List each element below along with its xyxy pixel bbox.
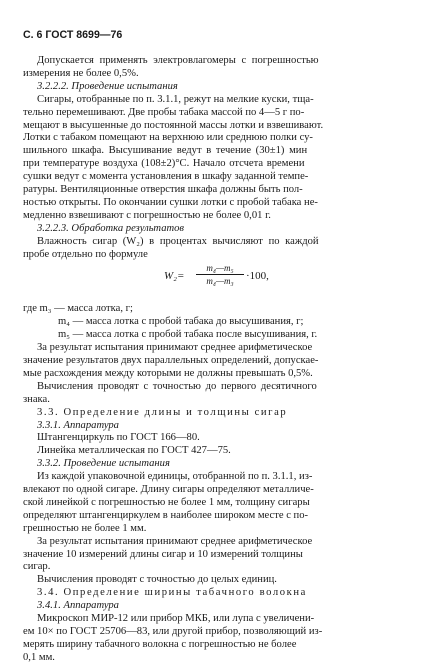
text-line: 0,1 мм. [23,651,55,663]
text-line: медленно взвешивают с погрешностью не более 0,01 г. [23,209,271,221]
formula-denominator: m₄—m₃ [206,276,234,287]
text-line: ской линейкой с погрешностью не более 1 мм, толщину сигары [23,496,310,508]
text-line: значение результатов двух параллельных определений, допускае- [23,355,319,366]
text-line: пробе отдельно по формуле [23,248,148,260]
text-line: где m₃ — масса лотка, г; [23,303,133,315]
text-line: при температуре воздуха (108±2)°С. Начало отсчета времени [23,158,305,170]
formula-lhs: W₂= [164,270,185,283]
formula-tail: ·100, [246,270,269,283]
text-line: ратуры. Вентиляционные отверстия шкафа должны быть пол- [23,184,303,195]
text-line: За результат испытания принимают среднее арифметическое [37,535,313,547]
text-line: За результат испытания принимают среднее арифметическое [37,342,313,354]
section-heading: 3.3.2. Проведение испытания [37,458,170,470]
text-line: Вычисления проводят с точностью до целых единиц. [37,574,277,586]
text-line: мерять ширину табачного волокна с погрешностью не более [23,638,297,650]
text-line: Вычисления проводят с точностью до первого десятичного [37,380,317,392]
text-line: Штангенциркуль по ГОСТ 166—80. [37,432,200,444]
section-heading: 3.2.2.3. Обработка результатов [37,222,185,234]
text-line: m₄ — масса лотка с пробой табака до высушивания, г; [58,316,304,328]
text-line: определяют штангенциркулем в наиболее широком месте с по- [23,509,309,521]
text-line: ностью открыты. По окончании сушки лотки с пробой табака не- [23,196,318,208]
moisture-formula [0,262,425,294]
text-line: Влажность сигар (W₂) в процентах вычисляют по каждой [37,235,319,247]
text-line: Линейка металлическая по ГОСТ 427—75. [37,445,231,457]
text-line: знака. [23,393,50,405]
text-line: значение 10 измерений длины сигар и 10 измерений толщины [23,548,303,560]
section-heading: 3.4.1. Аппаратура [37,600,119,612]
section-heading: 3.4. Определение ширины табачного волокна [37,587,307,599]
text-line: Лотки с табаком помещают на верхнюю или среднюю полки су- [23,132,313,144]
text-line: Допускается применять электровлагомеры с погрешностью [37,55,319,66]
text-line: измерения не более 0,5%. [23,67,139,79]
text-line: шильного шкафа. Высушивание ведут в течение (30±1) мин [23,145,308,157]
text-line: тельно перемешивают. Две пробы табака массой по 4—5 г по- [23,106,305,118]
text-line: Из каждой упаковочной единицы, отобранной по п. 3.1.1, из- [37,471,313,483]
text-line: Микроскоп МИР-12 или прибор МКБ, или лупа с увеличени- [37,613,315,624]
text-line: m₅ — масса лотка с пробой табака после высушивания, г. [58,329,318,341]
text-line: мещают в высушенные до постоянной массы лотки и взвешивают. [23,119,324,131]
text-line: сигар. [23,561,51,573]
section-heading: 3.2.2.2. Проведение испытания [37,80,178,92]
text-line: ем 10× по ГОСТ 25706—83, или другой прибор, позволяющий из- [23,625,323,637]
section-heading: 3.3.1. Аппаратура [37,419,119,431]
formula-fraction [196,262,244,287]
formula-numerator: m₄—m₅ [196,262,244,275]
text-line: грешностью не более 1 мм. [23,522,147,534]
page-header: С. 6 ГОСТ 8699—76 [23,29,123,41]
text-line: сушки ведут с момента установления в шкафу заданной темпе- [23,171,309,183]
text-line: мые расхождения между которыми не должны превышать 0,5%. [23,367,313,379]
text-line: влекают по одной сигаре. Длину сигары определяют металличе- [23,484,314,495]
text-line: Сигары, отобранные по п. 3.1.1, режут на мелкие куски, тща- [37,93,314,105]
section-heading: 3.3. Определение длины и толщины сигар [37,406,288,418]
